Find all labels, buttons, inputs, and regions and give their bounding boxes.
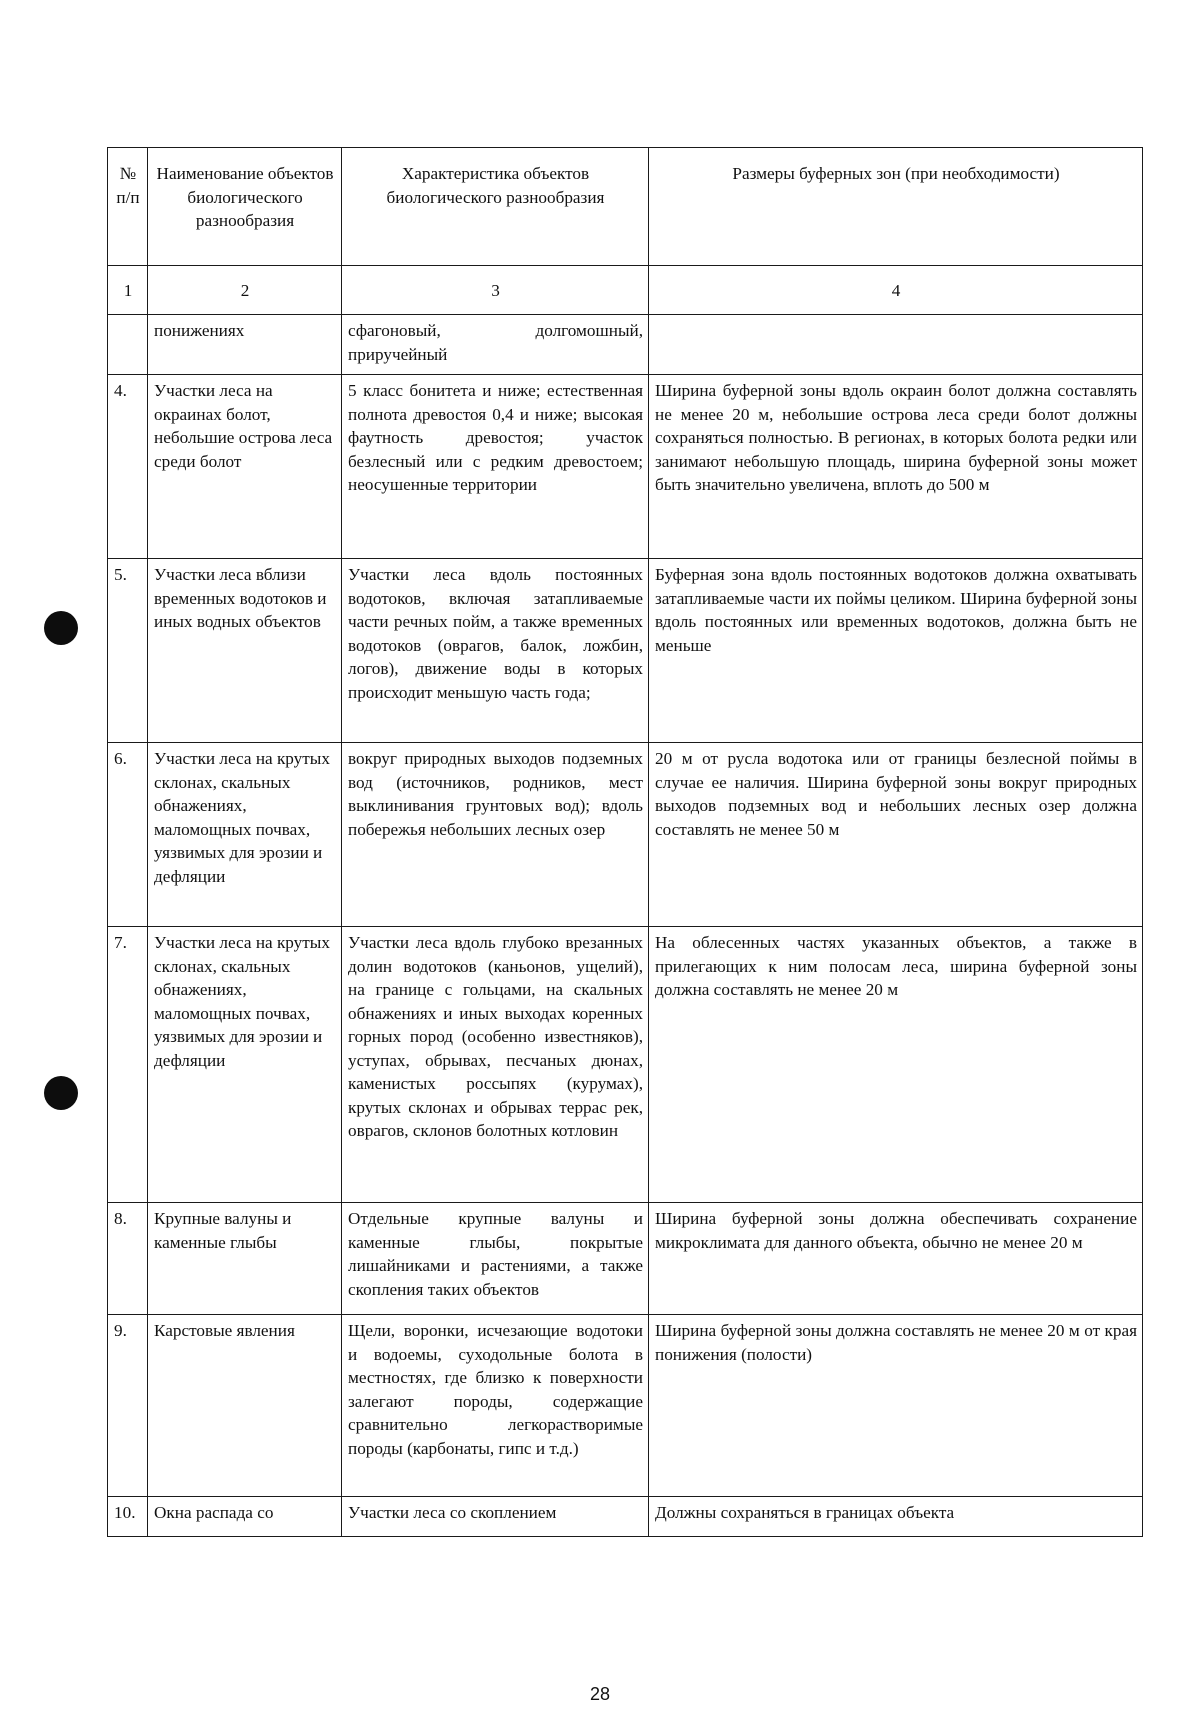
buffer-zone-size: На облесенных частях указанных объектов, а также в прилегающих к ним полосам леса, ширина буферной зоны должна составлять не менее 20 м — [649, 927, 1143, 1203]
object-name: Карстовые явления — [148, 1315, 342, 1497]
buffer-zone-size — [649, 315, 1143, 375]
object-name: Участки леса на крутых склонах, скальных обнажениях, маломощных почвах, уязвимых для эрозии и дефляции — [148, 743, 342, 927]
column-numbers-row — [108, 266, 1143, 315]
object-characteristic: Отдельные крупные валуны и каменные глыбы, покрытые лишайниками и растениями, а также скопления таких объектов — [342, 1203, 649, 1315]
row-number: 5. — [108, 559, 148, 743]
object-name: Участки леса на крутых склонах, скальных обнажениях, маломощных почвах, уязвимых для эрозии и дефляции — [148, 927, 342, 1203]
buffer-zone-size: 20 м от русла водотока или от границы безлесной поймы в случае ее наличия. Ширина буферной зоны вокруг природных выходов подземных вод и небольших лесных озер должна составлять не менее 50 м — [649, 743, 1143, 927]
binder-hole-mark — [44, 611, 78, 645]
buffer-zone-size: Буферная зона вдоль постоянных водотоков должна охватывать затапливаемые части их поймы целиком. Ширина буферной зоны вдоль постоянных или временных водотоков, должна быть не меньше — [649, 559, 1143, 743]
row-number: 7. — [108, 927, 148, 1203]
object-characteristic: Участки леса со скоплением — [342, 1497, 649, 1537]
header-cell-buffer-size: Размеры буферных зон (при необходимости) — [649, 148, 1143, 266]
row-number: 4. — [108, 375, 148, 559]
object-name: Крупные валуны и каменные глыбы — [148, 1203, 342, 1315]
header-cell-name: Наименование объектов биологического разнообразия — [148, 148, 342, 266]
table-row — [108, 375, 1143, 559]
object-characteristic: сфагоновый, долгомошный, приручейный — [342, 315, 649, 375]
table-row — [108, 927, 1143, 1203]
object-characteristic: Участки леса вдоль глубоко врезанных долин водотоков (каньонов, ущелий), на границе с гольцами, на скальных обнажениях и иных выходах коренных горных пород (особенно известняков), уступах, обрывах, песчаных дюнах, каменистых россыпях (курумах), крутых склонах и обрывах террас рек, оврагов, склонов болотных котловин — [342, 927, 649, 1203]
column-number: 3 — [342, 266, 649, 315]
object-name: Окна распада со — [148, 1497, 342, 1537]
table-row — [108, 315, 1143, 375]
object-name: понижениях — [148, 315, 342, 375]
buffer-zone-size: Должны сохраняться в границах объекта — [649, 1497, 1143, 1537]
table-row — [108, 743, 1143, 927]
row-number: 8. — [108, 1203, 148, 1315]
column-number: 1 — [108, 266, 148, 315]
table-row — [108, 559, 1143, 743]
row-number — [108, 315, 148, 375]
buffer-zone-size: Ширина буферной зоны вдоль окраин болот должна составлять не менее 20 м, небольшие острова леса среди болот должны сохраняться полностью. В регионах, в которых болота редки или занимают небольшую площадь, ширина буферной зоны может быть значительно увеличена, вплоть до 500 м — [649, 375, 1143, 559]
column-number: 4 — [649, 266, 1143, 315]
binder-hole-mark — [44, 1076, 78, 1110]
object-characteristic: вокруг природных выходов подземных вод (источников, родников, мест выклинивания грунтовых вод); вдоль побережья небольших лесных озер — [342, 743, 649, 927]
row-number: 9. — [108, 1315, 148, 1497]
column-number: 2 — [148, 266, 342, 315]
row-number: 10. — [108, 1497, 148, 1537]
header-cell-characteristic: Характеристика объектов биологического разнообразия — [342, 148, 649, 266]
object-name: Участки леса вблизи временных водотоков и иных водных объектов — [148, 559, 342, 743]
table-row — [108, 1315, 1143, 1497]
object-characteristic: Щели, воронки, исчезающие водотоки и водоемы, суходольные болота в местностях, где близко к поверхности залегают породы, содержащие сравнительно легкорастворимые породы (карбонаты, гипс и т.д.) — [342, 1315, 649, 1497]
biodiversity-buffer-zones-table — [107, 147, 1143, 1537]
object-name: Участки леса на окраинах болот, небольшие острова леса среди болот — [148, 375, 342, 559]
table-header-row — [108, 148, 1143, 266]
page-number: 28 — [589, 1684, 611, 1704]
buffer-zone-size: Ширина буферной зоны должна обеспечивать сохранение микроклимата для данного объекта, обычно не менее 20 м — [649, 1203, 1143, 1315]
object-characteristic: Участки леса вдоль постоянных водотоков, включая затапливаемые части речных пойм, а также временных водотоков (оврагов, балок, ложбин, логов), движение воды в которых происходит меньшую часть года; — [342, 559, 649, 743]
buffer-zone-size: Ширина буферной зоны должна составлять не менее 20 м от края понижения (полости) — [649, 1315, 1143, 1497]
table-row — [108, 1203, 1143, 1315]
table-row — [108, 1497, 1143, 1537]
object-characteristic: 5 класс бонитета и ниже; естественная полнота древостоя 0,4 и ниже; высокая фаутность древостоя; участок безлесный или с редким древостоем; неосушенные территории — [342, 375, 649, 559]
header-cell-number: № п/п — [108, 148, 148, 266]
row-number: 6. — [108, 743, 148, 927]
